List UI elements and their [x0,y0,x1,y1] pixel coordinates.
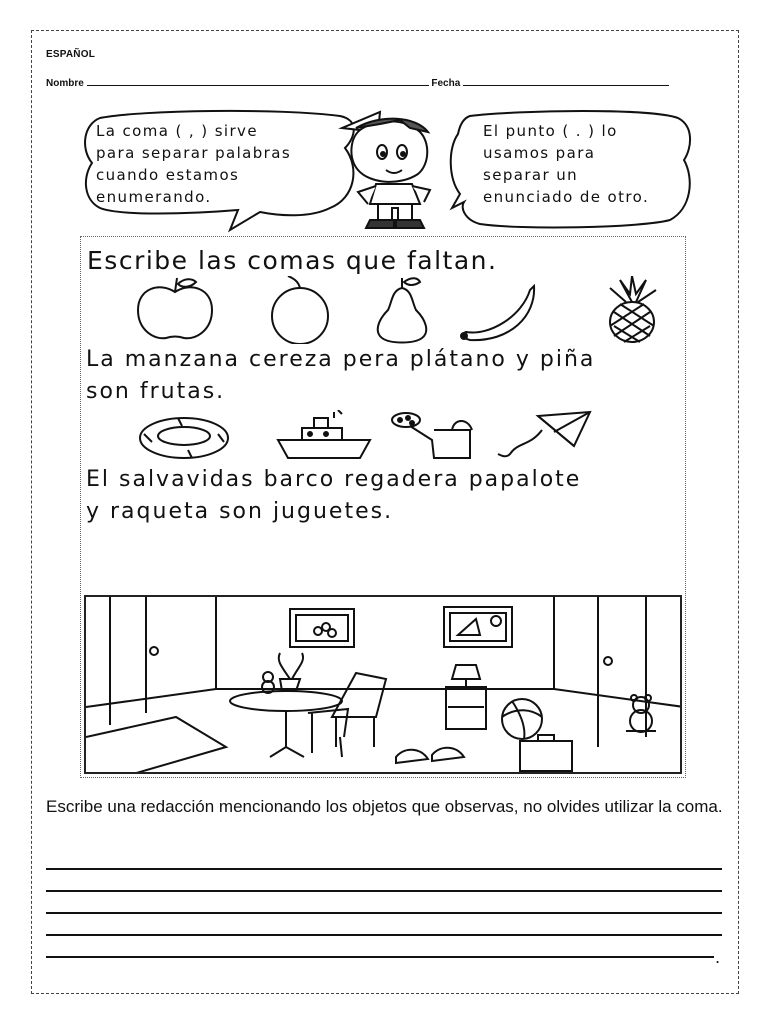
room-illustration [84,595,682,774]
comma-line-1: La coma ( , ) sirve [96,122,258,140]
writing-line-4[interactable] [46,934,722,936]
pear-icon [378,278,427,343]
period-explanation [483,120,649,208]
date-field[interactable] [463,78,669,86]
subject-label: ESPAÑOL [46,49,95,60]
fruit-sentence-line-1: La manzana cereza pera plátano y piña [86,347,596,372]
boy-character-icon [342,112,430,228]
comma-explanation [96,120,291,208]
comma-line-3: cuando estamos [96,166,240,184]
toy-sentence-line-2: y raqueta son juguetes. [86,499,394,524]
fruit-sentence-line-2: son frutas. [86,379,226,404]
lifebuoy-icon [140,418,228,458]
toy-sentence [86,464,581,528]
pineapple-icon [610,276,656,342]
toys-row [138,410,598,466]
writing-instruction: Escribe una redacción mencionando los objetos que observas, no olvides utilizar la coma. [46,797,723,816]
period-line-1: El punto ( . ) lo [483,122,618,140]
comma-line-4: enumerando. [96,188,212,206]
kite-icon [498,412,590,456]
name-date-row [46,78,669,89]
banana-icon [461,286,534,340]
period-line-4: enunciado de otro. [483,188,650,206]
writing-line-1[interactable] [46,868,722,870]
boat-icon [278,410,370,458]
date-label: Fecha [431,78,461,89]
period-line-3: separar un [483,166,579,184]
cherry-icon [272,276,328,344]
fruits-row [130,276,670,344]
fruit-sentence [86,344,595,408]
watering-can-icon [392,413,472,458]
toy-sentence-line-1: El salvavidas barco regadera papalote [86,467,582,492]
room-scene-icon [86,597,682,774]
final-period: . [715,948,721,967]
exercise-title: Escribe las comas que faltan. [87,246,498,275]
comma-line-2: para separar palabras [96,144,292,162]
writing-line-3[interactable] [46,912,722,914]
name-field[interactable] [87,78,429,86]
writing-line-2[interactable] [46,890,722,892]
period-line-2: usamos para [483,144,596,162]
writing-line-5[interactable] [46,956,714,958]
apple-icon [138,278,212,338]
name-label: Nombre [46,78,84,89]
